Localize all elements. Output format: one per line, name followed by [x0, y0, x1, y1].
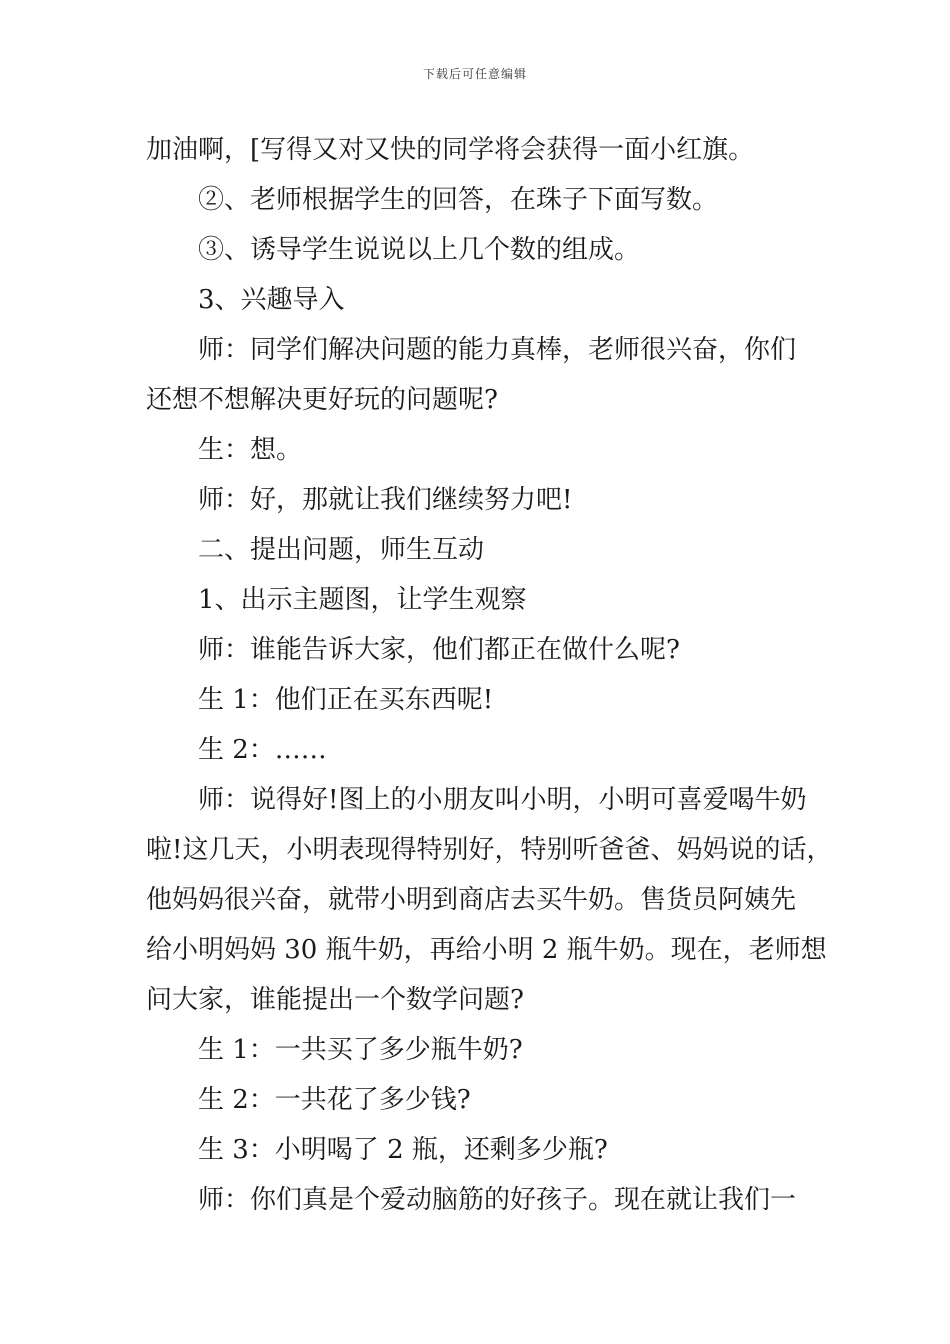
paragraph-line: 师：好，那就让我们继续努力吧! — [198, 485, 573, 515]
paragraph-line: 问大家，谁能提出一个数学问题? — [146, 985, 524, 1015]
paragraph-line: 师：同学们解决问题的能力真棒，老师很兴奋，你们 — [198, 335, 797, 365]
page-header: 下载后可任意编辑 — [422, 67, 527, 81]
paragraph-line: 给小明妈妈 30 瓶牛奶，再给小明 2 瓶牛奶。现在，老师想 — [146, 935, 827, 965]
paragraph-line: 生 3：小明喝了 2 瓶，还剩多少瓶? — [198, 1135, 608, 1165]
paragraph-line: 还想不想解决更好玩的问题呢? — [146, 385, 498, 415]
paragraph-line: 他妈妈很兴奋，就带小明到商店去买牛奶。售货员阿姨先 — [146, 885, 797, 915]
paragraph-line: 师：说得好!图上的小朋友叫小明，小明可喜爱喝牛奶 — [198, 785, 807, 815]
paragraph-line: 二、提出问题，师生互动 — [198, 535, 485, 565]
paragraph-line: ③、诱导学生说说以上几个数的组成。 — [198, 235, 641, 265]
document-body — [146, 125, 833, 1225]
paragraph-line: 生 2：一共花了多少钱? — [198, 1085, 471, 1115]
paragraph-line: 师：你们真是个爱动脑筋的好孩子。现在就让我们一 — [198, 1185, 797, 1215]
paragraph-line: 啦!这几天，小明表现得特别好，特别听爸爸、妈妈说的话， — [146, 835, 833, 865]
paragraph-line: 生：想。 — [198, 435, 303, 465]
paragraph-line: ②、老师根据学生的回答，在珠子下面写数。 — [198, 185, 719, 215]
paragraph-line: 1、出示主题图，让学生观察 — [198, 585, 527, 615]
paragraph-line: 生 2：…… — [198, 735, 327, 765]
paragraph-line: 生 1：一共买了多少瓶牛奶? — [198, 1035, 523, 1065]
paragraph-line: 3、兴趣导入 — [198, 285, 345, 315]
paragraph-line: 生 1：他们正在买东西呢! — [198, 685, 494, 715]
paragraph-line: 加油啊，[写得又对又快的同学将会获得一面小红旗。 — [146, 135, 755, 165]
paragraph-line: 师：谁能告诉大家，他们都正在做什么呢? — [198, 635, 680, 665]
